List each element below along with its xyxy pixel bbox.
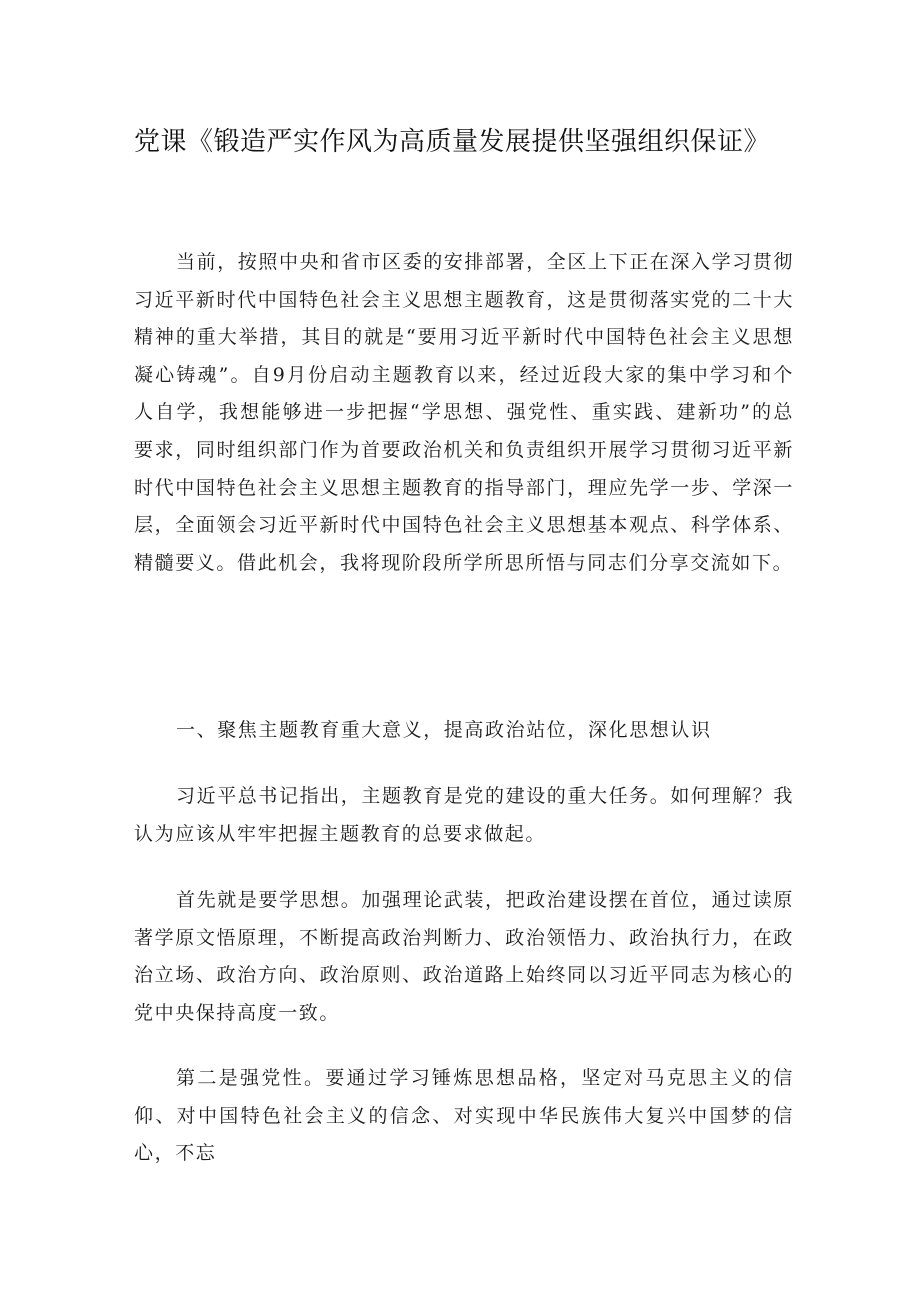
intro-paragraph: 当前，按照中央和省市区委的安排部署，全区上下正在深入学习贯彻习近平新时代中国特色社会主义思想主题教育，这是贯彻落实党的二十大精神的重大举措，其目的就是“要用习近平新时代中国特色社会主义思想凝心铸魂”。自9月份启动主题教育以来，经过近段大家的集中学习和个人自学，我想能够进一步把握“学思想、强党性、重实践、建新功”的总要求，同时组织部门作为首要政治机关和负责组织开展学习贯彻习近平新时代中国特色社会主义思想主题教育的指导部门，理应先学一步、学深一层，全面领会习近平新时代中国特色社会主义思想基本观点、科学体系、精髓要义。借此机会，我将现阶段所学所思所悟与同志们分享交流如下。 [134, 251, 795, 574]
section-heading: 一、聚焦主题教育重大意义，提高政治站位，深化思想认识 [176, 719, 712, 741]
first-point-paragraph: 首先就是要学思想。加强理论武装，把政治建设摆在首位，通过读原著学原文悟原理，不断提高政治判断力、政治领悟力、政治执行力，在政治立场、政治方向、政治原则、政治道路上始终同以习近平同志为核心的党中央保持高度一致。 [134, 889, 795, 1024]
second-point-paragraph: 第二是强党性。要通过学习锤炼思想品格，坚定对马克思主义的信仰、对中国特色社会主义的信念、对实现中华民族伟大复兴中国梦的信心，不忘 [134, 1067, 794, 1165]
quote-paragraph: 习近平总书记指出，主题教育是党的建设的重大任务。如何理解？我认为应该从牢牢把握主题教育的总要求做起。 [134, 785, 795, 845]
document-title: 党课《锻造严实作风为高质量发展提供坚强组织保证》 [134, 127, 771, 157]
